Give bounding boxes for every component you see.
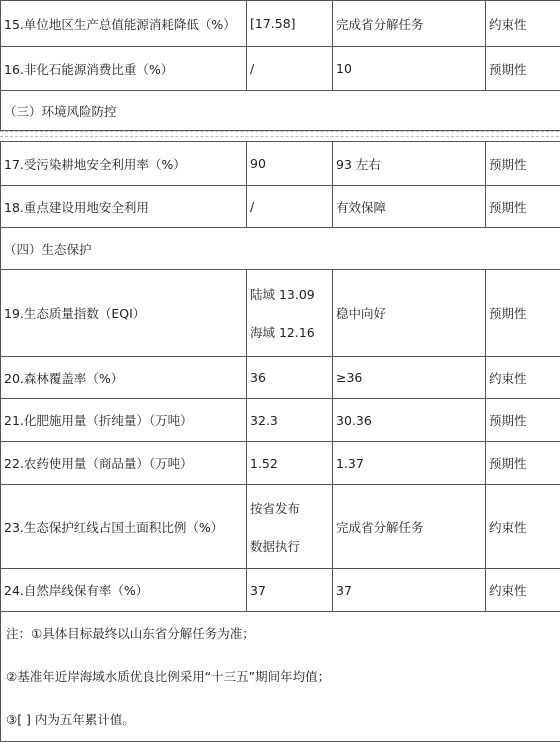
table-row [1,485,560,569]
section-row [1,91,560,131]
indicator-type: 预期性 [486,270,560,357]
section-row [1,228,560,270]
base-value: 32.3 [247,399,333,442]
target-value: 稳中向好 [333,270,486,357]
base-value-line: 陆域 13.09 [250,285,330,303]
indicator-name: 15.单位地区生产总值能源消耗降低（%） [1,1,247,47]
indicator-table-upper [0,0,560,131]
indicator-type: 约束性 [486,1,560,47]
base-value-line: 海域 12.16 [250,323,330,341]
indicator-name: 20.森林覆盖率（%） [1,357,247,399]
target-value: 有效保障 [333,186,486,228]
indicator-name: 16.非化石能源消费比重（%） [1,47,247,91]
indicator-name: 19.生态质量指数（EQI） [1,270,247,357]
table-row [1,186,560,228]
target-value: 37 [333,569,486,612]
indicator-name: 24.自然岸线保有率（%） [1,569,247,612]
target-value: 93 左右 [333,142,486,186]
base-value: 1.52 [247,442,333,485]
notes-row [1,612,560,742]
indicator-name: 22.农药使用量（商品量）（万吨） [1,442,247,485]
indicator-type: 预期性 [486,186,560,228]
indicator-name: 18.重点建设用地安全利用 [1,186,247,228]
section-heading: （三）环境风险防控 [1,91,560,131]
table-row [1,399,560,442]
note-line: 注：①具体目标最终以山东省分解任务为准； [1,612,560,655]
base-value-line: 按省发布 [250,499,330,517]
indicator-name: 21.化肥施用量（折纯量）（万吨） [1,399,247,442]
indicator-name: 23.生态保护红线占国土面积比例（%） [1,485,247,569]
target-value: 完成省分解任务 [333,1,486,47]
table-row [1,569,560,612]
target-value: ≥36 [333,357,486,399]
indicator-table-lower [0,141,560,742]
indicator-type: 约束性 [486,569,560,612]
notes-cell [1,612,560,742]
base-value-line: 数据执行 [250,537,330,555]
base-value [247,270,333,357]
indicator-type: 预期性 [486,399,560,442]
table-row [1,47,560,91]
section-heading: （四）生态保护 [1,228,560,270]
base-value [247,485,333,569]
base-value: 90 [247,142,333,186]
indicator-type: 约束性 [486,357,560,399]
base-value: 36 [247,357,333,399]
note-line: ③[ ] 内为五年累计值。 [1,698,560,741]
table-row [1,357,560,399]
target-value: 1.37 [333,442,486,485]
target-value: 30.36 [333,399,486,442]
base-value: / [247,186,333,228]
table-row [1,270,560,357]
indicator-type: 预期性 [486,47,560,91]
indicator-type: 预期性 [486,442,560,485]
indicator-type: 约束性 [486,485,560,569]
base-value: 37 [247,569,333,612]
table-row [1,1,560,47]
indicator-type: 预期性 [486,142,560,186]
indicator-name: 17.受污染耕地安全利用率（%） [1,142,247,186]
base-value: / [247,47,333,91]
target-value: 10 [333,47,486,91]
page-break-divider [0,131,559,137]
table-row [1,142,560,186]
table-row [1,442,560,485]
note-line: ②基准年近岸海域水质优良比例采用“十三五”期间年均值； [1,655,560,698]
target-value: 完成省分解任务 [333,485,486,569]
base-value: [17.58] [247,1,333,47]
